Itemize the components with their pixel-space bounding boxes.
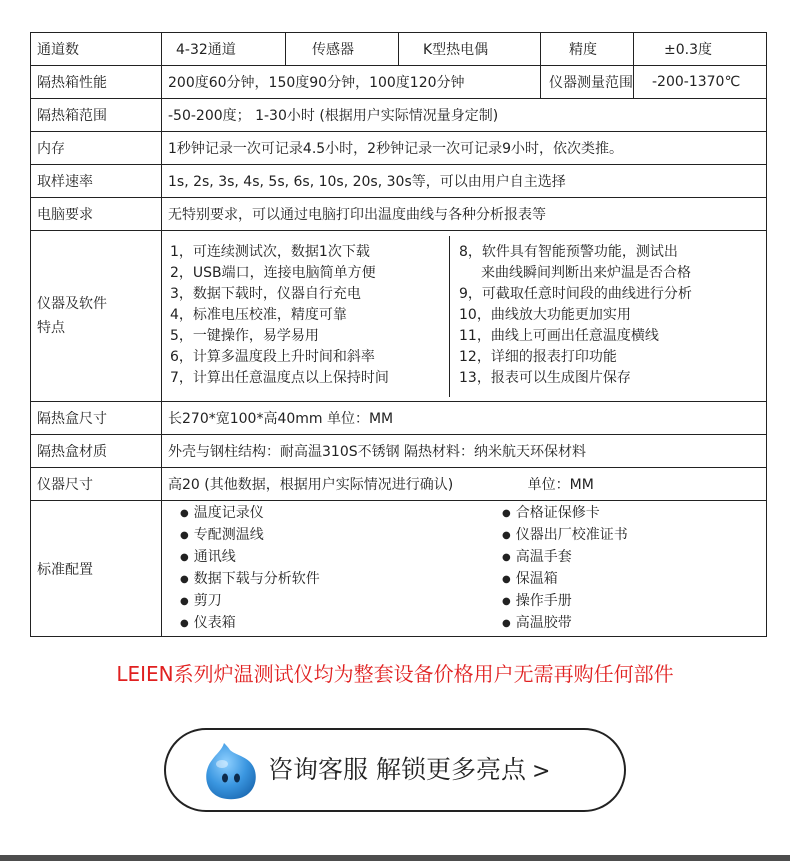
row-pc-requirement — [31, 198, 767, 231]
list-item: ● 温度记录仪 — [180, 503, 484, 525]
row-box-size — [31, 402, 767, 435]
config-columns — [162, 503, 766, 635]
precision-value: ±0.3度 — [634, 33, 767, 66]
footer-bar — [0, 855, 790, 861]
device-size-value: 高20 (其他数据，根据用户实际情况进行确认) — [168, 477, 454, 493]
channels-label: 通道数 — [31, 33, 162, 66]
features-label-line1: 仪器及软件 — [37, 296, 107, 312]
row-box-performance — [31, 66, 767, 99]
device-size-unit: 单位：MM — [527, 477, 594, 493]
pc-requirement-value: 无特别要求，可以通过电脑打印出温度曲线与各种分析报表等 — [162, 198, 767, 231]
channels-value: 4-32通道 — [162, 33, 286, 66]
list-item: 8，软件具有智能预警功能，测试出 — [459, 243, 678, 260]
list-item: 10，曲线放大功能更加实用 — [459, 306, 631, 323]
features-columns — [162, 236, 766, 397]
row-sampling — [31, 165, 767, 198]
row-device-size — [31, 468, 767, 501]
measure-range-label: 仪器测量范围 — [541, 66, 634, 99]
config-left-list — [162, 503, 484, 635]
standard-config-label: 标准配置 — [31, 501, 162, 637]
box-material-value: 外壳与钢柱结构：耐高温310S不锈钢 隔热材料：纳米航天环保材料 — [162, 435, 767, 468]
list-item: 11，曲线上可画出任意温度横线 — [459, 327, 659, 344]
list-item: 5，一键操作，易学易用 — [170, 327, 319, 344]
list-item: 7，计算出任意温度点以上保持时间 — [170, 369, 389, 386]
features-right-list — [450, 236, 692, 397]
memory-label: 内存 — [31, 132, 162, 165]
contact-service-button[interactable] — [164, 728, 626, 812]
measure-range-value: -200-1370℃ — [634, 66, 767, 99]
list-item: ● 专配测温线 — [180, 525, 484, 547]
price-notice: LEIEN系列炉温测试仪均为整套设备价格用户无需再购任何部件 — [116, 662, 674, 686]
list-item: 来曲线瞬间判断出来炉温是否合格 — [481, 264, 691, 281]
box-size-value: 长270*宽100*高40mm 单位：MM — [162, 402, 767, 435]
list-item: 9，可截取任意时间段的曲线进行分析 — [459, 285, 692, 302]
list-item: 4，标准电压校准，精度可靠 — [170, 306, 347, 323]
list-item: 1，可连续测试次，数据1次下载 — [170, 243, 370, 260]
precision-label: 精度 — [541, 33, 634, 66]
box-size-label: 隔热盒尺寸 — [31, 402, 162, 435]
list-item: ● 高温胶带 — [502, 613, 628, 635]
list-item: ● 高温手套 — [502, 547, 628, 569]
box-range-label: 隔热箱范围 — [31, 99, 162, 132]
sampling-label: 取样速率 — [31, 165, 162, 198]
features-left-list — [162, 236, 450, 397]
row-standard-config — [31, 501, 767, 637]
list-item: ● 仪器出厂校准证书 — [502, 525, 628, 547]
box-material-label: 隔热盒材质 — [31, 435, 162, 468]
list-item: ● 数据下载与分析软件 — [180, 569, 484, 591]
row-box-material — [31, 435, 767, 468]
list-item: 12，详细的报表打印功能 — [459, 348, 617, 365]
memory-value: 1秒钟记录一次可记录4.5小时，2秒钟记录一次可记录9小时，依次类推。 — [162, 132, 767, 165]
list-item: ● 仪表箱 — [180, 613, 484, 635]
list-item: 6，计算多温度段上升时间和斜率 — [170, 348, 375, 365]
row-channels — [31, 33, 767, 66]
list-item: ● 剪刀 — [180, 591, 484, 613]
list-item: 2，USB端口，连接电脑简单方便 — [170, 264, 376, 281]
list-item: 3，数据下载时，仪器自行充电 — [170, 285, 361, 302]
list-item: 13，报表可以生成图片保存 — [459, 369, 631, 386]
box-performance-value: 200度60分钟，150度90分钟，100度120分钟 — [162, 66, 541, 99]
sensor-value: K型热电偶 — [399, 33, 541, 66]
row-features — [31, 231, 767, 402]
list-item: ● 保温箱 — [502, 569, 628, 591]
box-range-value: -50-200度； 1-30小时 (根据用户实际情况量身定制) — [162, 99, 767, 132]
row-memory — [31, 132, 767, 165]
chevron-right-icon: > — [531, 759, 551, 784]
config-right-list — [484, 503, 628, 635]
sensor-label: 传感器 — [286, 33, 399, 66]
cta-label — [268, 730, 550, 810]
row-box-range — [31, 99, 767, 132]
device-size-label: 仪器尺寸 — [31, 468, 162, 501]
sampling-value: 1s, 2s, 3s, 4s, 5s, 6s, 10s, 20s, 30s等，可以由用户自主选择 — [162, 165, 767, 198]
list-item: ● 操作手册 — [502, 591, 628, 613]
spec-table — [30, 32, 767, 637]
list-item: ● 通讯线 — [180, 547, 484, 569]
device-size-cell — [162, 468, 767, 501]
list-item: ● 合格证保修卡 — [502, 503, 628, 525]
cta-text: 咨询客服 解锁更多亮点 — [268, 755, 526, 784]
features-label-line2: 特点 — [37, 320, 65, 336]
chat-mascot-icon — [202, 740, 260, 802]
box-performance-label: 隔热箱性能 — [31, 66, 162, 99]
pc-requirement-label: 电脑要求 — [31, 198, 162, 231]
features-label — [31, 231, 162, 402]
